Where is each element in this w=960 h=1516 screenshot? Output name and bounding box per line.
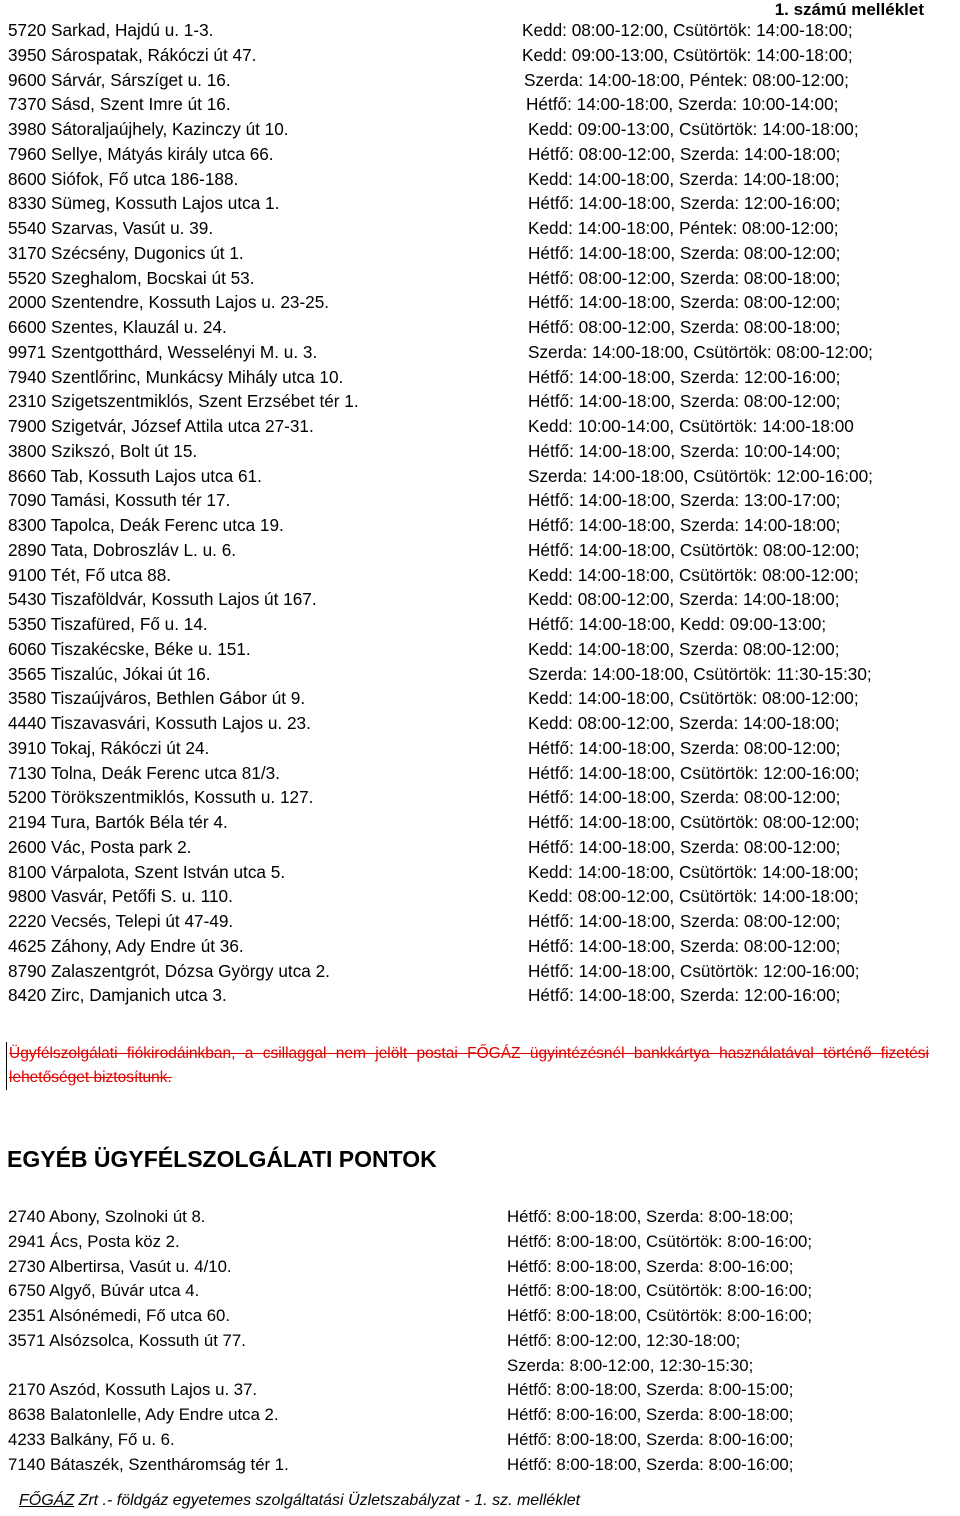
opening-hours: Szerda: 14:00-18:00, Péntek: 08:00-12:00; [524,69,849,90]
list-item [8,241,960,266]
list-item [8,117,960,142]
opening-hours: Hétfő: 08:00-12:00, Szerda: 08:00-18:00; [528,267,841,288]
opening-hours: Hétfő: 14:00-18:00, Szerda: 08:00-12:00; [528,935,841,956]
list-item [8,1378,960,1403]
opening-hours: Hétfő: 14:00-18:00, Szerda: 10:00-14:00; [526,94,839,115]
opening-hours: Hétfő: 14:00-18:00, Kedd: 09:00-13:00; [528,614,827,634]
address: 8600 Siófok, Fő utca 186-188. [8,168,239,189]
opening-hours: Hétfő: 14:00-18:00, Szerda: 08:00-12:00; [528,911,841,931]
section-title: EGYÉB ÜGYFÉLSZOLGÁLATI PONTOK [7,1146,437,1172]
opening-hours: Szerda: 14:00-18:00, Csütörtök: 12:00-16:00; [528,465,873,486]
opening-hours: Hétfő: 14:00-18:00, Szerda: 12:00-16:00; [528,193,841,214]
address: 7370 Sásd, Szent Imre út 16. [8,94,231,115]
opening-hours: Hétfő: 14:00-18:00, Csütörtök: 12:00-16:00; [528,762,860,783]
address: 2194 Tura, Bartók Béla tér 4. [8,812,228,832]
address: 3571 Alsózsolca, Kossuth út 77. [8,1330,246,1350]
opening-hours: Hétfő: 08:00-12:00, Szerda: 14:00-18:00; [528,143,841,164]
opening-hours: Szerda: 8:00-12:00, 12:30-15:30; [507,1355,754,1375]
footer [19,1492,580,1510]
annex-label: 1. számú melléklet [774,0,924,19]
list-item [8,92,960,117]
list-item [8,1453,960,1478]
list-item [8,1428,960,1453]
opening-hours: Kedd: 08:00-12:00, Csütörtök: 14:00-18:00; [528,886,859,907]
address: 6060 Tiszakécske, Béke u. 151. [8,638,251,659]
address: 8100 Várpalota, Szent István utca 5. [8,861,286,882]
opening-hours: Hétfő: 8:00-12:00, 12:30-18:00; [507,1330,741,1350]
address: 2730 Albertirsa, Vasút u. 4/10. [8,1256,232,1276]
address: 4233 Balkány, Fő u. 6. [8,1429,175,1449]
opening-hours: Hétfő: 14:00-18:00, Csütörtök: 12:00-16:00; [528,960,860,981]
opening-hours: Hétfő: 14:00-18:00, Szerda: 13:00-17:00; [528,490,841,511]
address: 7900 Szigetvár, József Attila utca 27-31. [8,416,314,436]
opening-hours: Hétfő: 8:00-18:00, Csütörtök: 8:00-16:00; [507,1306,813,1325]
list-item [8,439,960,464]
list-item [8,1403,960,1428]
address: 3910 Tokaj, Rákóczi út 24. [8,737,210,758]
address: 8638 Balatonlelle, Ady Endre utca 2. [8,1405,279,1424]
opening-hours: Kedd: 09:00-13:00, Csütörtök: 14:00-18:00; [528,119,859,139]
opening-hours: Hétfő: 14:00-18:00, Csütörtök: 08:00-12:00; [528,812,860,832]
list-item [8,612,960,637]
list-item [8,1255,960,1280]
list-item [8,1304,960,1329]
list-item [8,711,960,736]
address: 2600 Vác, Posta park 2. [8,836,192,857]
list-item [8,315,960,340]
address: 2000 Szentendre, Kossuth Lajos u. 23-25. [8,292,330,313]
list-item [8,884,960,909]
address: 9800 Vasvár, Petőfi S. u. 110. [8,886,233,907]
opening-hours: Hétfő: 8:00-18:00, Szerda: 8:00-16:00; [507,1429,794,1449]
address: 2740 Abony, Szolnoki út 8. [8,1207,206,1226]
opening-hours: Hétfő: 14:00-18:00, Szerda: 12:00-16:00; [528,985,841,1006]
footer-text: Zrt .- földgáz egyetemes szolgáltatási Üzletszabályzat - 1. sz. melléklet [74,1492,581,1509]
list-item [8,18,960,43]
address: 7090 Tamási, Kossuth tér 17. [8,490,231,511]
list-item [8,191,960,216]
opening-hours: Kedd: 08:00-12:00, Szerda: 14:00-18:00; [528,713,840,733]
address: 8790 Zalaszentgrót, Dózsa György utca 2. [8,960,330,981]
list-item [8,563,960,588]
opening-hours: Kedd: 14:00-18:00, Szerda: 08:00-12:00; [528,638,840,659]
list-item [8,389,960,414]
opening-hours: Hétfő: 08:00-12:00, Szerda: 08:00-18:00; [528,317,841,337]
opening-hours: Kedd: 14:00-18:00, Szerda: 14:00-18:00; [528,168,840,189]
list-item [8,340,960,365]
address: 8660 Tab, Kossuth Lajos utca 61. [8,465,262,486]
footer-brand: FŐGÁZ [19,1492,75,1509]
list-item [8,637,960,662]
address: 5430 Tiszaföldvár, Kossuth Lajos út 167. [8,589,317,610]
opening-hours: Kedd: 14:00-18:00, Csütörtök: 08:00-12:00; [528,688,859,709]
office-list [8,18,960,1008]
address: 7940 Szentlőrinc, Munkácsy Mihály utca 10. [8,366,344,387]
list-item [8,662,960,687]
opening-hours: Kedd: 14:00-18:00, Péntek: 08:00-12:00; [528,218,839,238]
opening-hours: Hétfő: 14:00-18:00, Szerda: 10:00-14:00; [528,440,841,461]
address: 8420 Zirc, Damjanich utca 3. [8,985,227,1006]
list-item [8,1354,960,1379]
address: 9971 Szentgotthárd, Wesselényi M. u. 3. [8,341,318,362]
address: 2351 Alsónémedi, Fő utca 60. [8,1306,231,1325]
address: 2220 Vecsés, Telepi út 47-49. [8,911,234,931]
list-item [8,538,960,563]
list-item [8,513,960,538]
address: 5200 Törökszentmiklós, Kossuth u. 127. [8,787,314,808]
list-item [8,464,960,489]
list-item [8,488,960,513]
address: 5720 Sarkad, Hajdú u. 1-3. [8,20,214,40]
address: 8330 Sümeg, Kossuth Lajos utca 1. [8,193,280,214]
address [8,1354,507,1379]
opening-hours: Kedd: 08:00-12:00, Szerda: 14:00-18:00; [528,589,840,610]
address: 9600 Sárvár, Sárszíget u. 16. [8,69,231,90]
address: 2170 Aszód, Kossuth Lajos u. 37. [8,1380,258,1400]
address: 4440 Tiszavasvári, Kossuth Lajos u. 23. [8,713,311,733]
address: 7130 Tolna, Deák Ferenc utca 81/3. [8,762,280,783]
address: 7140 Bátaszék, Szentháromság tér 1. [8,1454,289,1474]
list-item [8,266,960,291]
opening-hours: Kedd: 14:00-18:00, Csütörtök: 08:00-12:00; [528,564,859,585]
opening-hours: Kedd: 09:00-13:00, Csütörtök: 14:00-18:00; [522,44,853,65]
list-item [8,686,960,711]
list-item [8,216,960,241]
opening-hours: Hétfő: 14:00-18:00, Szerda: 08:00-12:00; [528,242,841,263]
opening-hours: Szerda: 14:00-18:00, Csütörtök: 11:30-15:30; [528,663,872,684]
list-item [8,414,960,439]
address: 4625 Záhony, Ady Endre út 36. [8,935,244,956]
list-item [8,909,960,934]
opening-hours: Hétfő: 8:00-18:00, Csütörtök: 8:00-16:00; [507,1231,813,1251]
address: 3950 Sárospatak, Rákóczi út 47. [8,44,257,65]
opening-hours: Hétfő: 8:00-16:00, Szerda: 8:00-18:00; [507,1405,794,1424]
list-item [8,1230,960,1255]
address: 6750 Algyő, Búvár utca 4. [8,1281,200,1301]
opening-hours: Hétfő: 14:00-18:00, Szerda: 12:00-16:00; [528,366,841,387]
opening-hours: Kedd: 14:00-18:00, Csütörtök: 14:00-18:00; [528,861,859,882]
opening-hours: Hétfő: 14:00-18:00, Szerda: 08:00-12:00; [528,836,841,857]
list-item [8,835,960,860]
list-item [8,43,960,68]
list-item [8,983,960,1008]
list-item [8,142,960,167]
address: 3580 Tiszaújváros, Bethlen Gábor út 9. [8,688,306,709]
opening-hours: Hétfő: 14:00-18:00, Szerda: 08:00-12:00; [528,787,841,808]
address: 9100 Tét, Fő utca 88. [8,564,172,585]
list-item [8,785,960,810]
list-item [8,860,960,885]
opening-hours: Szerda: 14:00-18:00, Csütörtök: 08:00-12:00; [528,341,873,362]
list-item [8,736,960,761]
list-item [8,1329,960,1354]
list-item [8,365,960,390]
payment-notice: Ügyfélszolgálati fiókirodáinkban, a csillaggal nem jelölt postai FŐGÁZ ügyintézésnél bankkártya használatával történő fizetési lehetőséget biztosítunk. [6,1042,929,1090]
list-item [8,290,960,315]
address: 5520 Szeghalom, Bocskai út 53. [8,267,255,288]
opening-hours: Hétfő: 8:00-18:00, Szerda: 8:00-15:00; [507,1380,794,1400]
opening-hours: Hétfő: 8:00-18:00, Szerda: 8:00-16:00; [507,1454,794,1474]
opening-hours: Hétfő: 8:00-18:00, Csütörtök: 8:00-16:00; [507,1281,813,1301]
list-item [8,68,960,93]
address: 3800 Szikszó, Bolt út 15. [8,440,198,461]
address: 3170 Szécsény, Dugonics út 1. [8,242,244,263]
address: 6600 Szentes, Klauzál u. 24. [8,317,227,337]
opening-hours: Hétfő: 14:00-18:00, Szerda: 08:00-12:00; [528,737,841,758]
address: 5540 Szarvas, Vasút u. 39. [8,218,214,238]
list-item [8,1205,960,1230]
list-item [8,587,960,612]
address: 2890 Tata, Dobroszláv L. u. 6. [8,539,237,560]
list-item [8,761,960,786]
address: 7960 Sellye, Mátyás király utca 66. [8,143,274,164]
opening-hours: Hétfő: 8:00-18:00, Szerda: 8:00-16:00; [507,1256,794,1276]
address: 5350 Tiszafüred, Fő u. 14. [8,614,208,634]
opening-hours: Hétfő: 14:00-18:00, Szerda: 08:00-12:00; [528,292,841,313]
list-item [8,934,960,959]
list-item [8,959,960,984]
opening-hours: Kedd: 10:00-14:00, Csütörtök: 14:00-18:00 [528,416,854,436]
opening-hours: Hétfő: 14:00-18:00, Szerda: 14:00-18:00; [528,515,841,535]
list-item [8,167,960,192]
address: 8300 Tapolca, Deák Ferenc utca 19. [8,515,284,535]
opening-hours: Hétfő: 14:00-18:00, Csütörtök: 08:00-12:00; [528,539,860,560]
other-points-list [8,1205,960,1477]
opening-hours: Hétfő: 8:00-18:00, Szerda: 8:00-18:00; [507,1207,794,1226]
address: 3980 Sátoraljaújhely, Kazinczy út 10. [8,119,289,139]
address: 2310 Szigetszentmiklós, Szent Erzsébet tér 1. [8,391,359,412]
list-item [8,810,960,835]
list-item [8,1279,960,1304]
opening-hours: Kedd: 08:00-12:00, Csütörtök: 14:00-18:00; [522,20,853,40]
opening-hours: Hétfő: 14:00-18:00, Szerda: 08:00-12:00; [528,391,841,412]
address: 2941 Ács, Posta köz 2. [8,1231,180,1251]
address: 3565 Tiszalúc, Jókai út 16. [8,663,211,684]
